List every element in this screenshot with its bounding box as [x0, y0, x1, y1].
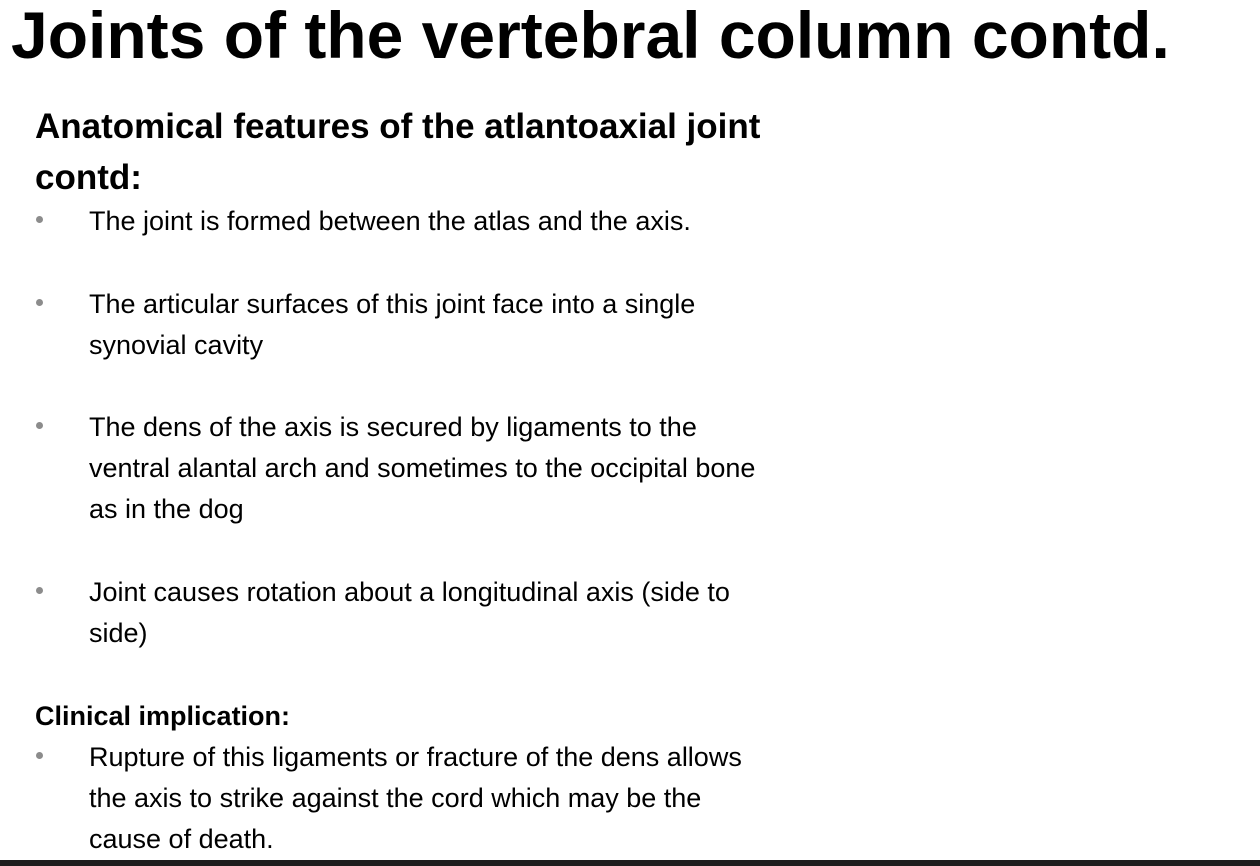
bullet-text: The joint is formed between the atlas and the axis.: [89, 206, 691, 236]
bullet-text: The dens of the axis is secured by ligaments to the ventral alantal arch and sometimes to the occipital bone as in the dog: [89, 412, 756, 524]
bottom-divider: [0, 860, 1260, 866]
clinical-heading: Clinical implication:: [35, 701, 291, 731]
bullet-marker: [36, 752, 43, 759]
bullet-text: The articular surfaces of this joint face into a single synovial cavity: [89, 289, 696, 360]
bullet-marker: [36, 299, 43, 306]
bullet-marker: [36, 216, 43, 223]
bullet-text: Rupture of this ligaments or fracture of the dens allows the axis to strike against the cord which may be the cause of death.: [89, 742, 742, 854]
bullet-marker: [36, 422, 43, 429]
bullet-text: Joint causes rotation about a longitudinal axis (side to side): [89, 577, 730, 648]
slide-title: Joints of the vertebral column contd.: [11, 0, 1170, 72]
bullet-marker: [36, 587, 43, 594]
section-heading: Anatomical features of the atlantoaxial joint contd:: [35, 107, 761, 197]
